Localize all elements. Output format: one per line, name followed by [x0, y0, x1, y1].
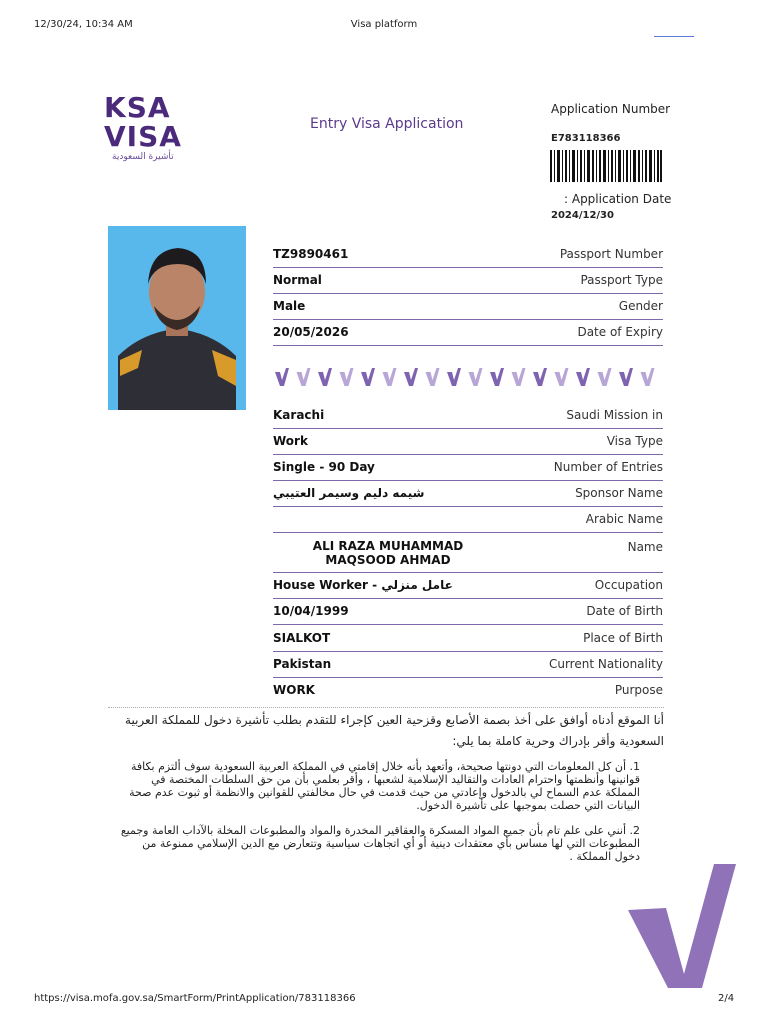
check-mark-icon — [447, 368, 461, 386]
logo-arabic: تأشيرة السعودية — [112, 152, 174, 162]
current-nationality-label: Current Nationality — [548, 657, 663, 671]
check-mark-icon — [426, 368, 440, 386]
document-title: Entry Visa Application — [310, 116, 464, 132]
ksa-visa-logo — [104, 91, 194, 166]
check-mark-icon — [576, 368, 590, 386]
check-mark-icon — [533, 368, 547, 386]
application-date: 2024/12/30 — [551, 210, 614, 221]
application-date-label: : Application Date — [564, 192, 672, 206]
purpose-label: Purpose — [614, 683, 663, 697]
sponsor-name-label: Sponsor Name — [575, 486, 663, 500]
check-mark-icon — [641, 368, 655, 386]
field-saudi-mission — [273, 402, 663, 429]
field-name — [273, 532, 663, 573]
gender-value: Male — [273, 299, 306, 313]
declaration-separator — [108, 707, 664, 708]
number-of-entries-label: Number of Entries — [553, 460, 663, 474]
gender-label: Gender — [618, 299, 663, 313]
check-mark-icon — [297, 368, 311, 386]
application-number: E783118366 — [551, 133, 621, 144]
date-of-expiry-value: 20/05/2026 — [273, 325, 349, 339]
purpose-value: WORK — [273, 683, 315, 697]
passport-number-value: TZ9890461 — [273, 247, 349, 261]
occupation-label: Occupation — [594, 578, 663, 592]
visa-check-watermark-icon — [626, 862, 736, 988]
occupation-value: House Worker - عامل منزلي — [273, 578, 453, 592]
application-number-label: Application Number — [551, 102, 671, 116]
visa-type-label: Visa Type — [606, 434, 663, 448]
declaration-intro: أنا الموقع أدناه أوافق على أخذ بصمة الأصابع وقزحية العين كإجراء للتقدم بطلب تأشيرة دخول للمملكة العربية السعودية وأقر بإدراك وحرية كاملة بما يلي: — [125, 713, 664, 748]
declaration-item-2: 2. أنني على علم تام بأن جميع المواد المسكرة والعقاقير المخدرة والمواد والمطبوعات المخلة بالآداب العامة وجميع المطبوعات التي لها مساس بأي معتقدات دينية أو أي اتجاهات سياسية وتتعارض مع الدين الإسلامي ممنوعة من دخول المملكة . — [120, 824, 640, 863]
footer-page-number: 2/4 — [718, 993, 735, 1004]
field-gender — [273, 293, 663, 320]
place-of-birth-label: Place of Birth — [583, 631, 663, 645]
passport-number-label: Passport Number — [559, 247, 663, 261]
date-of-birth-label: Date of Birth — [586, 604, 663, 618]
check-mark-icon — [555, 368, 569, 386]
date-of-birth-value: 10/04/1999 — [273, 604, 349, 618]
passport-type-label: Passport Type — [580, 273, 663, 287]
check-mark-icon — [619, 368, 633, 386]
field-passport-type — [273, 267, 663, 294]
applicant-photo — [108, 226, 246, 410]
footer-url: https://visa.mofa.gov.sa/SmartForm/PrintApplication/783118366 — [34, 993, 356, 1004]
field-visa-type — [273, 428, 663, 455]
check-mark-icon — [340, 368, 354, 386]
check-mark-icon — [275, 368, 289, 386]
field-date-of-birth — [273, 598, 663, 625]
check-mark-icon — [512, 368, 526, 386]
field-current-nationality — [273, 651, 663, 678]
field-occupation — [273, 572, 663, 599]
field-sponsor-name — [273, 480, 663, 507]
check-mark-icon — [383, 368, 397, 386]
field-arabic-name — [273, 506, 663, 533]
person-silhouette-icon — [108, 226, 246, 410]
sponsor-name-value: شيمه دليم وسيمر العتيبي — [273, 486, 425, 500]
place-of-birth-value: SIALKOT — [273, 631, 331, 645]
field-passport-number — [273, 241, 663, 268]
name-label: Name — [627, 540, 663, 554]
check-mark-icon — [361, 368, 375, 386]
header-underline — [654, 36, 694, 37]
saudi-mission-label: Saudi Mission in — [566, 408, 663, 422]
date-of-expiry-label: Date of Expiry — [577, 325, 663, 339]
barcode — [550, 150, 662, 182]
name-value: ALI RAZA MUHAMMAD MAQSOOD AHMAD — [312, 539, 464, 567]
number-of-entries-value: Single - 90 Day — [273, 460, 375, 474]
arabic-name-label: Arabic Name — [585, 512, 663, 526]
logo-line-1: KSA — [104, 91, 171, 124]
print-title: Visa platform — [350, 19, 418, 30]
declaration-item-1: 1. أن كل المعلومات التي دونتها صحيحة، وأتعهد بأنه خلال إقامتي في المملكة العربية السعودية سوف ألتزم بكافة قوانينها وأنظمتها واحترام العادات والتقاليد الإسلامية لشعبها ، وأقر بعلمي بأن من حق السلطات المختصة في المملكة عدم السماح لي بالدخول وإعادتي من حيث قدمت في حال مخالفتي للقوانين والانظمة أو ثبوت عدم صحة البيانات التي حصلت بموجبها على تأشيرة الدخول. — [129, 760, 640, 812]
check-mark-icon — [490, 368, 504, 386]
field-number-of-entries — [273, 454, 663, 481]
saudi-mission-value: Karachi — [273, 408, 325, 422]
current-nationality-value: Pakistan — [273, 657, 332, 671]
field-date-of-expiry — [273, 319, 663, 346]
field-purpose — [273, 677, 663, 703]
logo-line-2: VISA — [104, 120, 182, 153]
check-mark-icon — [318, 368, 332, 386]
print-datetime: 12/30/24, 10:34 AM — [34, 19, 133, 30]
check-mark-icon — [404, 368, 418, 386]
checkmark-band — [273, 366, 663, 388]
check-mark-icon — [469, 368, 483, 386]
visa-type-value: Work — [273, 434, 308, 448]
check-mark-icon — [598, 368, 612, 386]
field-place-of-birth — [273, 625, 663, 652]
passport-type-value: Normal — [273, 273, 322, 287]
